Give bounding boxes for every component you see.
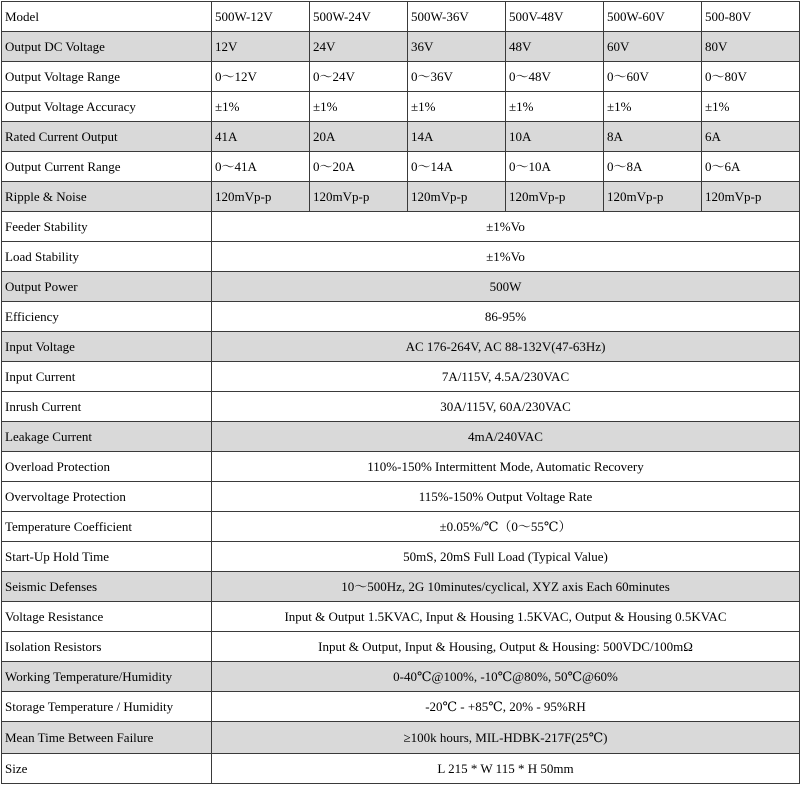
spec-row-model bbox=[2, 2, 800, 32]
spec-label: Seismic Defenses bbox=[2, 572, 212, 602]
spec-row-output-dc-voltage bbox=[2, 32, 800, 62]
spec-label: Isolation Resistors bbox=[2, 632, 212, 662]
spec-row-inrush-current bbox=[2, 392, 800, 422]
spec-value-500w-24v: ±1% bbox=[310, 92, 408, 122]
spec-value-500w-60v: 120mVp-p bbox=[604, 182, 702, 212]
spec-value-500w-60v: 8A bbox=[604, 122, 702, 152]
spec-value-all-models: ±1%Vo bbox=[212, 242, 800, 272]
spec-value-500-80v: 0～6A bbox=[702, 152, 800, 182]
spec-value-500w-12v: 12V bbox=[212, 32, 310, 62]
spec-label: Output Voltage Accuracy bbox=[2, 92, 212, 122]
spec-row-start-up-hold-time bbox=[2, 542, 800, 572]
spec-row-output-power bbox=[2, 272, 800, 302]
spec-value-500-80v: 6A bbox=[702, 122, 800, 152]
spec-value-500w-12v: 0～41A bbox=[212, 152, 310, 182]
spec-row-load-stability bbox=[2, 242, 800, 272]
spec-value-all-models: 7A/115V, 4.5A/230VAC bbox=[212, 362, 800, 392]
spec-label: Start-Up Hold Time bbox=[2, 542, 212, 572]
spec-value-500-80v: ±1% bbox=[702, 92, 800, 122]
spec-label: Load Stability bbox=[2, 242, 212, 272]
spec-value-all-models: ±1%Vo bbox=[212, 212, 800, 242]
spec-value-500w-24v: 24V bbox=[310, 32, 408, 62]
spec-label: Voltage Resistance bbox=[2, 602, 212, 632]
spec-value-500w-60v: 0～60V bbox=[604, 62, 702, 92]
spec-value-500w-24v: 0～24V bbox=[310, 62, 408, 92]
spec-value-all-models: L 215 * W 115 * H 50mm bbox=[212, 754, 800, 784]
spec-row-ripple-noise bbox=[2, 182, 800, 212]
spec-value-500w-12v: 500W-12V bbox=[212, 2, 310, 32]
spec-value-500w-12v: 120mVp-p bbox=[212, 182, 310, 212]
spec-value-500w-12v: 0～12V bbox=[212, 62, 310, 92]
spec-value-all-models: ±0.05%/℃（0～55℃） bbox=[212, 512, 800, 542]
spec-row-output-current-range bbox=[2, 152, 800, 182]
spec-value-500-80v: 0～80V bbox=[702, 62, 800, 92]
spec-table bbox=[1, 1, 800, 784]
spec-value-500w-36v: ±1% bbox=[408, 92, 506, 122]
spec-row-rated-current-output bbox=[2, 122, 800, 152]
spec-value-500w-12v: 41A bbox=[212, 122, 310, 152]
spec-value-all-models: 86-95% bbox=[212, 302, 800, 332]
spec-value-500v-48v: 10A bbox=[506, 122, 604, 152]
spec-value-all-models: AC 176-264V, AC 88-132V(47-63Hz) bbox=[212, 332, 800, 362]
spec-value-500-80v: 120mVp-p bbox=[702, 182, 800, 212]
spec-row-efficiency bbox=[2, 302, 800, 332]
spec-value-500v-48v: 0～10A bbox=[506, 152, 604, 182]
spec-row-input-voltage bbox=[2, 332, 800, 362]
spec-label: Output DC Voltage bbox=[2, 32, 212, 62]
spec-row-output-voltage-range bbox=[2, 62, 800, 92]
spec-row-working-temperature-humidity bbox=[2, 662, 800, 692]
spec-value-500v-48v: ±1% bbox=[506, 92, 604, 122]
spec-label: Input Current bbox=[2, 362, 212, 392]
spec-label: Mean Time Between Failure bbox=[2, 722, 212, 754]
spec-row-isolation-resistors bbox=[2, 632, 800, 662]
spec-label: Overvoltage Protection bbox=[2, 482, 212, 512]
spec-value-all-models: 110%-150% Intermittent Mode, Automatic Recovery bbox=[212, 452, 800, 482]
spec-value-all-models: 0-40℃@100%, -10℃@80%, 50℃@60% bbox=[212, 662, 800, 692]
spec-label: Overload Protection bbox=[2, 452, 212, 482]
spec-label: Rated Current Output bbox=[2, 122, 212, 152]
spec-value-500w-60v: ±1% bbox=[604, 92, 702, 122]
spec-value-500w-36v: 500W-36V bbox=[408, 2, 506, 32]
spec-row-seismic-defenses bbox=[2, 572, 800, 602]
spec-label: Input Voltage bbox=[2, 332, 212, 362]
spec-row-size bbox=[2, 754, 800, 784]
spec-value-500w-36v: 0～14A bbox=[408, 152, 506, 182]
spec-label: Working Temperature/Humidity bbox=[2, 662, 212, 692]
spec-value-500w-36v: 14A bbox=[408, 122, 506, 152]
spec-value-500w-36v: 36V bbox=[408, 32, 506, 62]
spec-value-all-models: 10～500Hz, 2G 10minutes/cyclical, XYZ axis Each 60minutes bbox=[212, 572, 800, 602]
spec-label: Efficiency bbox=[2, 302, 212, 332]
spec-row-output-voltage-accuracy bbox=[2, 92, 800, 122]
spec-value-all-models: Input & Output 1.5KVAC, Input & Housing 1.5KVAC, Output & Housing 0.5KVAC bbox=[212, 602, 800, 632]
spec-label: Storage Temperature / Humidity bbox=[2, 692, 212, 722]
spec-value-all-models: -20℃ - +85℃, 20% - 95%RH bbox=[212, 692, 800, 722]
spec-value-500w-12v: ±1% bbox=[212, 92, 310, 122]
spec-value-500-80v: 80V bbox=[702, 32, 800, 62]
spec-value-500w-24v: 0～20A bbox=[310, 152, 408, 182]
spec-row-input-current bbox=[2, 362, 800, 392]
spec-row-temperature-coefficient bbox=[2, 512, 800, 542]
spec-label: Feeder Stability bbox=[2, 212, 212, 242]
spec-row-storage-temperature-humidity bbox=[2, 692, 800, 722]
spec-value-500w-24v: 20A bbox=[310, 122, 408, 152]
spec-value-500v-48v: 500V-48V bbox=[506, 2, 604, 32]
spec-label: Ripple & Noise bbox=[2, 182, 212, 212]
spec-value-500w-36v: 120mVp-p bbox=[408, 182, 506, 212]
spec-value-all-models: ≥100k hours, MIL-HDBK-217F(25℃) bbox=[212, 722, 800, 754]
spec-value-all-models: 500W bbox=[212, 272, 800, 302]
spec-label: Size bbox=[2, 754, 212, 784]
spec-value-all-models: 115%-150% Output Voltage Rate bbox=[212, 482, 800, 512]
spec-row-overvoltage-protection bbox=[2, 482, 800, 512]
spec-value-500w-60v: 60V bbox=[604, 32, 702, 62]
spec-value-500w-24v: 120mVp-p bbox=[310, 182, 408, 212]
spec-value-all-models: 50mS, 20mS Full Load (Typical Value) bbox=[212, 542, 800, 572]
spec-row-feeder-stability bbox=[2, 212, 800, 242]
spec-row-leakage-current bbox=[2, 422, 800, 452]
spec-label: Output Current Range bbox=[2, 152, 212, 182]
spec-value-all-models: 30A/115V, 60A/230VAC bbox=[212, 392, 800, 422]
spec-row-overload-protection bbox=[2, 452, 800, 482]
spec-value-500w-36v: 0～36V bbox=[408, 62, 506, 92]
spec-label: Inrush Current bbox=[2, 392, 212, 422]
spec-value-500v-48v: 120mVp-p bbox=[506, 182, 604, 212]
spec-value-500-80v: 500-80V bbox=[702, 2, 800, 32]
spec-value-500w-60v: 0～8A bbox=[604, 152, 702, 182]
spec-value-all-models: Input & Output, Input & Housing, Output & Housing: 500VDC/100mΩ bbox=[212, 632, 800, 662]
spec-label: Output Voltage Range bbox=[2, 62, 212, 92]
spec-value-500v-48v: 48V bbox=[506, 32, 604, 62]
spec-row-voltage-resistance bbox=[2, 602, 800, 632]
spec-value-all-models: 4mA/240VAC bbox=[212, 422, 800, 452]
spec-value-500w-60v: 500W-60V bbox=[604, 2, 702, 32]
spec-label: Model bbox=[2, 2, 212, 32]
spec-value-500v-48v: 0～48V bbox=[506, 62, 604, 92]
spec-label: Temperature Coefficient bbox=[2, 512, 212, 542]
spec-table-body bbox=[2, 2, 800, 784]
spec-label: Output Power bbox=[2, 272, 212, 302]
spec-value-500w-24v: 500W-24V bbox=[310, 2, 408, 32]
spec-row-mean-time-between-failure bbox=[2, 722, 800, 754]
spec-label: Leakage Current bbox=[2, 422, 212, 452]
